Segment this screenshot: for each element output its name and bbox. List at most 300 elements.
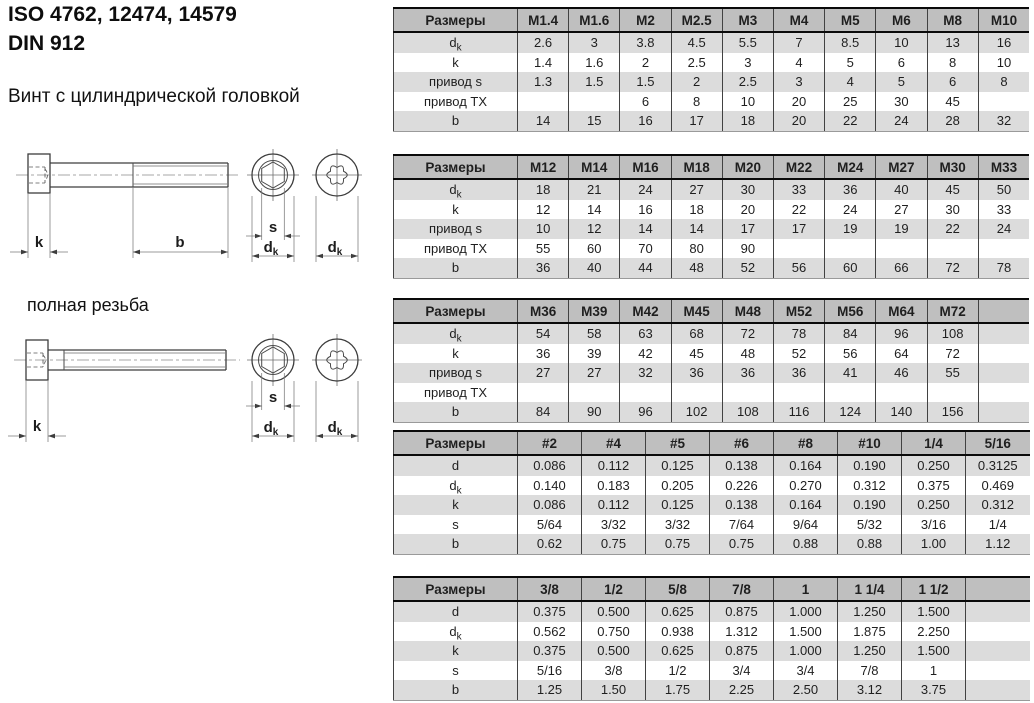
dimension-value: 72 (927, 258, 978, 278)
row-label (394, 661, 518, 681)
size-header: M33 (978, 155, 1029, 179)
dimension-value: 5 (876, 72, 927, 92)
dimension-value: 58 (569, 323, 620, 344)
dimension-value: 36 (825, 179, 876, 200)
dimension-value (876, 239, 927, 259)
dimension-value: 18 (722, 111, 773, 131)
row-label (394, 111, 518, 131)
size-header: M5 (825, 8, 876, 32)
dimension-row (394, 383, 1030, 403)
dimension-value: 50 (978, 179, 1029, 200)
dimension-value: 5/32 (838, 515, 902, 535)
dimension-value: 0.112 (582, 495, 646, 515)
dimension-value: 0.469 (966, 476, 1030, 496)
sizes-column-header: Размеры (394, 8, 518, 32)
drawing-full-thread-screw (0, 330, 395, 450)
dimension-value: 0.375 (518, 601, 582, 622)
dimension-value: 0.88 (838, 534, 902, 554)
size-header: 1 1/4 (838, 577, 902, 601)
dimension-value: 1.12 (966, 534, 1030, 554)
dimension-value: 2.5 (671, 53, 722, 73)
dimension-value (978, 402, 1029, 422)
dimension-value: 32 (978, 111, 1029, 131)
dimension-value: 21 (569, 179, 620, 200)
dimension-value: 0.75 (710, 534, 774, 554)
dimension-value: 3/4 (710, 661, 774, 681)
size-header: M64 (876, 299, 927, 323)
dimension-value: 27 (671, 179, 722, 200)
table-header-row (394, 431, 1030, 455)
dimension-value: 4 (825, 72, 876, 92)
dimension-value: 5.5 (722, 32, 773, 53)
size-header: M2 (620, 8, 671, 32)
row-label-text: b (451, 404, 460, 420)
size-header: M1.6 (569, 8, 620, 32)
dimension-value: 19 (876, 219, 927, 239)
table-imperial-3_8-1_1_2 (393, 576, 1030, 701)
dimension-value: 0.75 (582, 534, 646, 554)
dimension-value: 68 (671, 323, 722, 344)
dimension-value: 3/32 (646, 515, 710, 535)
dimension-value: 0.112 (582, 455, 646, 476)
row-label (394, 641, 518, 661)
size-header: M56 (825, 299, 876, 323)
size-header: #6 (710, 431, 774, 455)
dimension-value: 45 (927, 92, 978, 112)
dimension-value: 24 (978, 219, 1029, 239)
dimension-value (978, 363, 1029, 383)
row-label (394, 515, 518, 535)
dimension-row (394, 200, 1030, 220)
dimension-value: 80 (671, 239, 722, 259)
row-label (394, 383, 518, 403)
size-header: 7/8 (710, 577, 774, 601)
dimension-value: 14 (671, 219, 722, 239)
dimension-value: 0.62 (518, 534, 582, 554)
size-header: 1/2 (582, 577, 646, 601)
size-header: M42 (620, 299, 671, 323)
dimension-value: 42 (620, 344, 671, 364)
size-header: M16 (620, 155, 671, 179)
din-number-title: DIN 912 (8, 32, 86, 55)
dimension-value: 0.750 (582, 622, 646, 642)
row-label (394, 402, 518, 422)
dimension-value (966, 601, 1030, 622)
dimension-row (394, 179, 1030, 200)
dimension-value (978, 344, 1029, 364)
size-header: #8 (774, 431, 838, 455)
dimension-value: 0.3125 (966, 455, 1030, 476)
size-header: 5/16 (966, 431, 1030, 455)
row-label-text: k (452, 643, 459, 659)
row-label (394, 363, 518, 383)
row-label-subscript: k (456, 42, 462, 53)
dimension-value: 7 (773, 32, 824, 53)
table-imperial-no2-5_16 (393, 430, 1030, 555)
dimension-value: 5/16 (518, 661, 582, 681)
row-label-text: d (449, 623, 457, 639)
dimension-value: 4.5 (671, 32, 722, 53)
row-label-subscript: k (456, 631, 462, 641)
dimension-value: 72 (927, 344, 978, 364)
dimension-value: 0.164 (774, 495, 838, 515)
dimension-value: 78 (773, 323, 824, 344)
dimension-row (394, 111, 1030, 131)
dimension-value: 0.190 (838, 455, 902, 476)
size-header (966, 577, 1030, 601)
dimension-value (518, 92, 569, 112)
dimension-value: 6 (620, 92, 671, 112)
sizes-column-header: Размеры (394, 431, 518, 455)
dimension-value: 36 (671, 363, 722, 383)
dimension-row (394, 258, 1030, 278)
dimension-row (394, 32, 1030, 53)
dimension-value: 64 (876, 344, 927, 364)
row-label (394, 72, 518, 92)
dimension-row (394, 72, 1030, 92)
dimension-value: 0.125 (646, 495, 710, 515)
dimension-value: 28 (927, 111, 978, 131)
size-header: M22 (773, 155, 824, 179)
dimension-row (394, 239, 1030, 259)
dim-label-k: k (34, 234, 44, 251)
size-header: M6 (876, 8, 927, 32)
dimension-value: 0.183 (582, 476, 646, 496)
size-header: 5/8 (646, 577, 710, 601)
dimension-value: 10 (518, 219, 569, 239)
dimension-value (722, 383, 773, 403)
row-label (394, 534, 518, 554)
size-header: M20 (722, 155, 773, 179)
dimension-value: 116 (773, 402, 824, 422)
dimension-value (876, 383, 927, 403)
dimension-value: 56 (773, 258, 824, 278)
dimension-value: 27 (876, 200, 927, 220)
dimension-value: 1.6 (569, 53, 620, 73)
sizes-column-header: Размеры (394, 155, 518, 179)
dimension-row (394, 344, 1030, 364)
dimension-value: 13 (927, 32, 978, 53)
dimension-value: 14 (569, 200, 620, 220)
dimension-value: 9/64 (774, 515, 838, 535)
row-label-text: d (451, 458, 460, 474)
dimension-row (394, 323, 1030, 344)
dimension-value: 72 (722, 323, 773, 344)
dimension-value: 1.250 (838, 601, 902, 622)
dimension-value: 54 (518, 323, 569, 344)
dimension-value: 36 (518, 344, 569, 364)
dimension-value: 84 (518, 402, 569, 422)
dimension-value: 0.250 (902, 455, 966, 476)
size-header: M52 (773, 299, 824, 323)
row-label (394, 239, 518, 259)
size-header: M3 (722, 8, 773, 32)
row-label (394, 476, 518, 496)
dimension-value: 2.50 (774, 680, 838, 700)
size-header: M45 (671, 299, 722, 323)
dim-label-s: s (268, 389, 278, 406)
dimension-value: 24 (876, 111, 927, 131)
size-header: M27 (876, 155, 927, 179)
dimension-value: 0.375 (518, 641, 582, 661)
dimension-value: 6 (876, 53, 927, 73)
table-header-row (394, 299, 1030, 323)
size-header: #4 (582, 431, 646, 455)
dimension-value: 3 (722, 53, 773, 73)
dimension-value: 36 (518, 258, 569, 278)
dimension-value (978, 383, 1029, 403)
dimension-value: 18 (671, 200, 722, 220)
dimension-value: 25 (825, 92, 876, 112)
size-header: 1/4 (902, 431, 966, 455)
dimension-value: 7/8 (838, 661, 902, 681)
dimension-value: 36 (773, 363, 824, 383)
row-label-text: d (449, 182, 457, 198)
dimension-value: 0.164 (774, 455, 838, 476)
dimension-value: 14 (518, 111, 569, 131)
dim-label-dk: $d_k$ (327, 419, 343, 438)
dimension-value: 3.75 (902, 680, 966, 700)
size-header: M10 (978, 8, 1029, 32)
sizes-column-header: Размеры (394, 299, 518, 323)
dimension-row (394, 476, 1030, 496)
dimension-row (394, 495, 1030, 515)
dimension-value: 5/64 (518, 515, 582, 535)
row-label-text: d (451, 604, 460, 620)
dimension-value: 1.00 (902, 534, 966, 554)
size-header: M12 (518, 155, 569, 179)
size-header: #2 (518, 431, 582, 455)
dimension-value: 1.5 (569, 72, 620, 92)
dimension-value: 3/8 (582, 661, 646, 681)
size-header: M48 (722, 299, 773, 323)
dimension-value: 17 (722, 219, 773, 239)
row-label-subscript: k (456, 189, 462, 200)
row-label-text: s (452, 662, 459, 678)
dimension-value: 0.625 (646, 641, 710, 661)
row-label-text: b (451, 113, 460, 129)
dimension-value: 3.12 (838, 680, 902, 700)
dimension-value: 36 (722, 363, 773, 383)
dim-label-b: b (175, 234, 185, 251)
dimension-value: 1.500 (774, 622, 838, 642)
dimension-value: 22 (825, 111, 876, 131)
dimension-row (394, 455, 1030, 476)
row-label-text: k (452, 54, 459, 70)
dimension-value: 1.000 (774, 641, 838, 661)
dimension-value: 1.50 (582, 680, 646, 700)
dimension-value: 90 (569, 402, 620, 422)
dimension-value: 17 (671, 111, 722, 131)
dimension-value: 108 (927, 323, 978, 344)
dimension-value: 60 (825, 258, 876, 278)
dimension-value: 1/4 (966, 515, 1030, 535)
table-header-row (394, 577, 1030, 601)
dimension-value: 0.086 (518, 495, 582, 515)
dimension-value (978, 92, 1029, 112)
dimension-value: 1.3 (518, 72, 569, 92)
row-label (394, 495, 518, 515)
dimension-value: 96 (620, 402, 671, 422)
size-header: 1 1/2 (902, 577, 966, 601)
dimension-value: 48 (722, 344, 773, 364)
size-header: M72 (927, 299, 978, 323)
row-label (394, 219, 518, 239)
dimension-value: 0.375 (902, 476, 966, 496)
row-label (394, 32, 518, 53)
dimension-value: 27 (569, 363, 620, 383)
dimension-value: 10 (876, 32, 927, 53)
dimension-value: 2 (620, 53, 671, 73)
dimension-value: 66 (876, 258, 927, 278)
dimension-value: 2.25 (710, 680, 774, 700)
size-header (978, 299, 1029, 323)
row-label (394, 53, 518, 73)
row-label-text: b (451, 260, 460, 276)
dimension-value (966, 680, 1030, 700)
dimension-value (569, 92, 620, 112)
dimension-value: 1.000 (774, 601, 838, 622)
dimension-value: 39 (569, 344, 620, 364)
row-label-text: k (452, 345, 459, 361)
dimension-value: 63 (620, 323, 671, 344)
dimension-value: 33 (773, 179, 824, 200)
dimension-value: 20 (722, 200, 773, 220)
dimension-value: 0.500 (582, 601, 646, 622)
dimension-value: 2.5 (722, 72, 773, 92)
product-name: Винт с цилиндрической головкой (8, 86, 300, 107)
dimension-value (773, 383, 824, 403)
dimension-value: 10 (722, 92, 773, 112)
row-label-text: k (452, 201, 459, 217)
dimension-value: 0.270 (774, 476, 838, 496)
dim-label-dk: $d_k$ (263, 239, 279, 258)
dimension-value: 55 (518, 239, 569, 259)
dimension-value: 140 (876, 402, 927, 422)
dimension-value: 0.138 (710, 455, 774, 476)
table-metric-m36-m72 (393, 298, 1029, 423)
row-label-text: привод TX (423, 384, 488, 400)
dimension-value: 22 (927, 219, 978, 239)
dimension-value: 3 (773, 72, 824, 92)
dimension-value: 1/2 (646, 661, 710, 681)
size-header: M8 (927, 8, 978, 32)
dimension-value: 1.5 (620, 72, 671, 92)
dimension-value: 20 (773, 92, 824, 112)
dim-label-dk: $d_k$ (263, 419, 279, 438)
dimension-value: 90 (722, 239, 773, 259)
dimension-value: 2.6 (518, 32, 569, 53)
dimension-value: 0.125 (646, 455, 710, 476)
size-header: M18 (671, 155, 722, 179)
dimension-value: 0.75 (646, 534, 710, 554)
dimension-value: 102 (671, 402, 722, 422)
row-label-subscript: k (456, 485, 462, 495)
row-label (394, 258, 518, 278)
standards-title: ISO 4762, 12474, 14579 (8, 3, 237, 26)
dimension-value: 12 (569, 219, 620, 239)
dimension-value: 7/64 (710, 515, 774, 535)
dimension-row (394, 402, 1030, 422)
row-label-text: d (449, 35, 457, 51)
dimension-value: 55 (927, 363, 978, 383)
row-label (394, 323, 518, 344)
dimension-value: 8 (978, 72, 1029, 92)
table-header-row (394, 8, 1030, 32)
dimension-value: 12 (518, 200, 569, 220)
dimension-row (394, 363, 1030, 383)
dimension-value: 16 (620, 111, 671, 131)
size-header: 1 (774, 577, 838, 601)
dimension-value: 22 (773, 200, 824, 220)
dimension-value: 2 (671, 72, 722, 92)
table-header-row (394, 155, 1030, 179)
dimension-value (671, 383, 722, 403)
dimension-value: 40 (876, 179, 927, 200)
dimension-value: 60 (569, 239, 620, 259)
dimension-value: 52 (773, 344, 824, 364)
dimension-row (394, 53, 1030, 73)
dimension-value: 124 (825, 402, 876, 422)
row-label-text: d (449, 477, 457, 493)
dimension-value: 1.875 (838, 622, 902, 642)
dimension-value: 56 (825, 344, 876, 364)
row-label (394, 179, 518, 200)
dimension-value: 0.938 (646, 622, 710, 642)
dimension-value: 1.500 (902, 641, 966, 661)
dimension-value: 1.25 (518, 680, 582, 700)
dimension-row (394, 661, 1030, 681)
dimension-value: 2.250 (902, 622, 966, 642)
dimension-value: 18 (518, 179, 569, 200)
dimension-row (394, 534, 1030, 554)
dimension-row (394, 622, 1030, 642)
size-header: #5 (646, 431, 710, 455)
dimension-value: 45 (671, 344, 722, 364)
size-header: M39 (569, 299, 620, 323)
sizes-column-header: Размеры (394, 577, 518, 601)
dimension-value: 4 (773, 53, 824, 73)
dimension-value: 0.88 (774, 534, 838, 554)
dimension-value: 46 (876, 363, 927, 383)
row-label-text: b (451, 682, 460, 698)
dimension-value (927, 383, 978, 403)
dimension-value: 48 (671, 258, 722, 278)
dimension-value: 3.8 (620, 32, 671, 53)
dimension-value (773, 239, 824, 259)
row-label-text: привод s (429, 221, 482, 237)
dim-label-s: s (268, 219, 278, 236)
size-header: M30 (927, 155, 978, 179)
dimension-value: 10 (978, 53, 1029, 73)
dimension-value (966, 622, 1030, 642)
dimension-value: 3/16 (902, 515, 966, 535)
dimension-value: 44 (620, 258, 671, 278)
dimension-value: 15 (569, 111, 620, 131)
row-label (394, 622, 518, 642)
dimension-value (978, 239, 1029, 259)
dimension-value: 8 (927, 53, 978, 73)
dimension-value (966, 641, 1030, 661)
dimension-value: 19 (825, 219, 876, 239)
dimension-value: 0.562 (518, 622, 582, 642)
dimension-value: 96 (876, 323, 927, 344)
dimension-value: 52 (722, 258, 773, 278)
dimension-value: 3 (569, 32, 620, 53)
dimension-value: 8 (671, 92, 722, 112)
dimension-value: 45 (927, 179, 978, 200)
table-metric-m12-m33 (393, 154, 1029, 279)
